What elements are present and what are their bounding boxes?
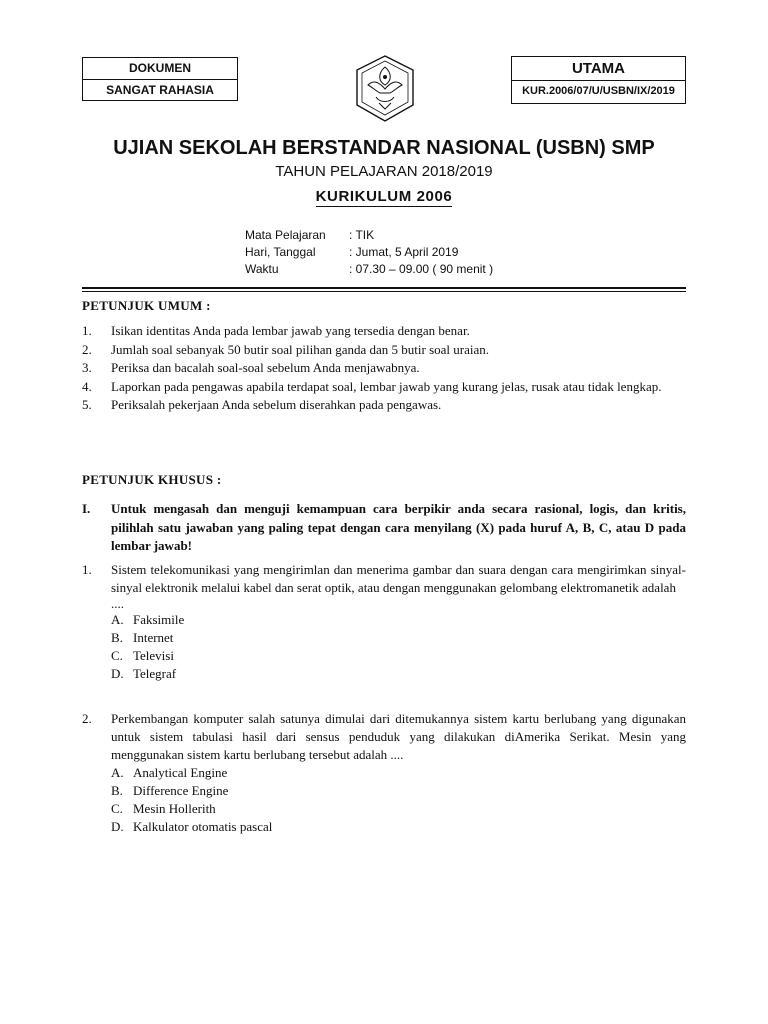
option-letter: B.	[111, 630, 123, 645]
info-label: Hari, Tanggal	[245, 245, 316, 259]
option-text: Telegraf	[133, 666, 177, 681]
list-item-number: 5.	[82, 397, 92, 412]
answer-option-c	[111, 800, 686, 818]
option-letter: A.	[111, 612, 124, 627]
exam-info	[245, 227, 493, 278]
list-item-text: Laporkan pada pengawas apabila terdapat soal, lembar jawab yang kurang jelas, rusak atau tidak lengkap.	[111, 378, 662, 394]
answer-option-b	[111, 782, 686, 800]
answer-option-d	[111, 665, 686, 683]
list-item-number: 4.	[82, 378, 92, 394]
exam-version-box	[511, 56, 686, 104]
general-instructions-list	[82, 322, 686, 415]
section-instruction-text: Untuk mengasah dan menguji kemampuan cara berpikir anda secara rasional, logis, dan kritis, pilihlah satu jawaban yang paling tepat dengan cara menyilang (X) pada huruf A, B, C, atau D pada lembar jawab!	[111, 501, 686, 553]
divider-thick	[82, 287, 686, 289]
info-row-subject	[245, 227, 493, 244]
list-item-number: 1.	[82, 323, 92, 338]
option-text: Faksimile	[133, 612, 185, 627]
list-item-text: Isikan identitas Anda pada lembar jawab yang tersedia dengan benar.	[111, 323, 470, 338]
list-item-text: Jumlah soal sebanyak 50 butir soal pilihan ganda dan 5 butir soal uraian.	[111, 341, 489, 357]
option-text: Kalkulator otomatis pascal	[133, 819, 273, 834]
list-item-number: 3.	[82, 360, 92, 375]
option-letter: C.	[111, 648, 123, 663]
info-row-date	[245, 244, 493, 261]
curriculum-text: KURIKULUM 2006	[315, 188, 453, 205]
option-text: Mesin Hollerith	[133, 801, 216, 816]
section-number: I.	[82, 501, 91, 516]
answer-option-a	[111, 764, 686, 782]
question-body	[111, 561, 686, 683]
info-value: : Jumat, 5 April 2019	[349, 245, 459, 259]
info-value: : TIK	[349, 228, 375, 242]
option-text: Internet	[133, 630, 174, 645]
document-code: KUR.2006/07/U/USBN/IX/2019	[522, 85, 675, 97]
info-label: Mata Pelajaran	[245, 228, 326, 242]
info-row-time	[245, 261, 493, 278]
info-value: : 07.30 – 09.00 ( 90 menit )	[349, 262, 494, 276]
list-item	[82, 359, 686, 378]
list-item	[82, 322, 686, 341]
answer-option-c	[111, 647, 686, 665]
question-2	[82, 710, 686, 836]
option-text: Analytical Engine	[133, 765, 228, 780]
secrecy-label: SANGAT RAHASIA	[83, 79, 237, 100]
option-text: Televisi	[133, 648, 174, 663]
question-number: 2.	[82, 711, 92, 726]
list-item-text: Periksa dan bacalah soal-soal sebelum Anda menjawabnya.	[111, 360, 420, 375]
tut-wuri-handayani-emblem-icon	[350, 53, 420, 125]
exam-title: UJIAN SEKOLAH BERSTANDAR NASIONAL (USBN) SMP	[113, 137, 655, 159]
question-body	[111, 710, 686, 836]
answer-option-d	[111, 818, 686, 836]
list-item	[82, 341, 686, 360]
document-label: DOKUMEN	[129, 61, 191, 75]
info-label: Waktu	[245, 262, 279, 276]
version-label: UTAMA	[512, 57, 685, 81]
list-item	[82, 396, 686, 415]
special-instructions-heading: PETUNJUK KHUSUS :	[82, 472, 222, 487]
question-stem: Sistem telekomunikasi yang mengirimlan dan menerima gambar dan suara dengan cara mengirimkan sinyal- sinyal elektronik melalui kabel dan serat optik, atau dengan menggunakan gelombang elektromanetik adalah	[111, 562, 686, 595]
answer-option-a	[111, 611, 686, 629]
section-instruction	[82, 500, 686, 556]
divider-thin	[82, 291, 686, 292]
list-item-number: 2.	[82, 341, 92, 357]
document-classification-box	[82, 57, 238, 101]
option-letter: C.	[111, 801, 123, 816]
general-instructions-heading: PETUNJUK UMUM :	[82, 298, 211, 313]
list-item-text: Periksalah pekerjaan Anda sebelum diserahkan pada pengawas.	[111, 397, 442, 412]
answer-option-b	[111, 629, 686, 647]
question-number: 1.	[82, 562, 92, 577]
option-letter: D.	[111, 666, 124, 681]
question-stem: Perkembangan komputer salah satunya dimulai dari ditemukannya sistem kartu berlubang yang digunakan untuk sistem tabulasi hasil dari sensus penduduk yang dilakukan diAmerika Serikat. Mesin yang menggunakan sistem kartu berlubang tersebut adalah ....	[111, 711, 686, 762]
option-letter: B.	[111, 783, 123, 798]
option-letter: D.	[111, 819, 124, 834]
question-ellipsis: ....	[111, 596, 124, 611]
option-text: Difference Engine	[133, 783, 229, 798]
curriculum-title	[0, 188, 768, 205]
question-1	[82, 561, 686, 683]
academic-year: TAHUN PELAJARAN 2018/2019	[275, 163, 493, 180]
option-letter: A.	[111, 765, 124, 780]
list-item	[82, 378, 686, 397]
